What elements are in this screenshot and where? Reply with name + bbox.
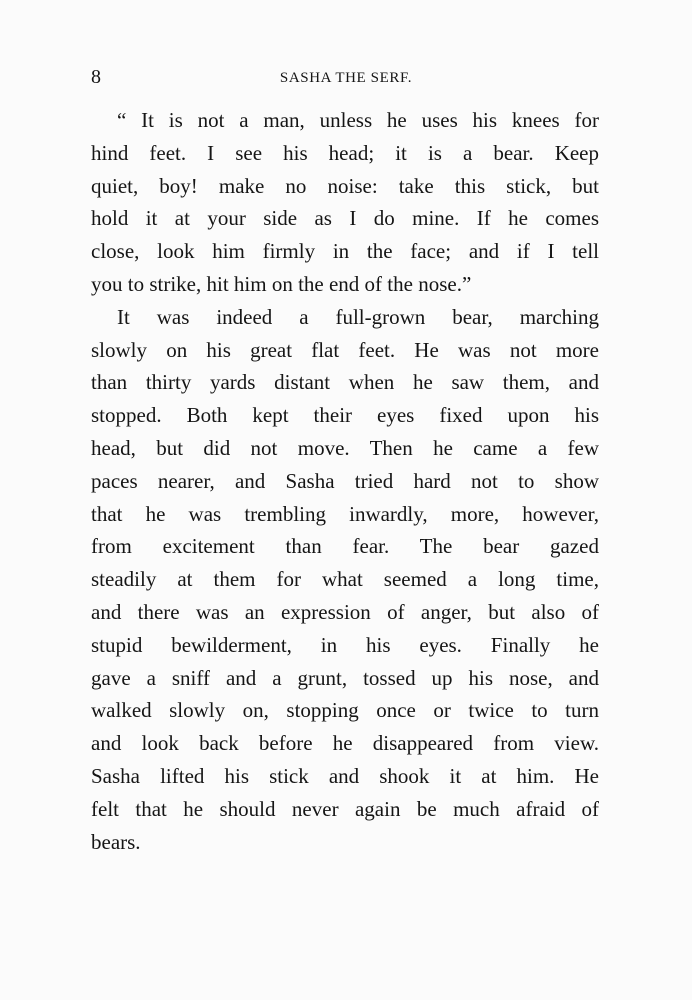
text-line: It was indeed a full-grown bear, marching	[117, 304, 599, 329]
running-head: SASHA THE SERF.	[279, 70, 413, 86]
text-line: hold it at your side as I do mine. If he comes	[91, 206, 599, 231]
text-line: walked slowly on, stopping once or twice to turn	[91, 698, 599, 723]
text-line: than thirty yards distant when he saw them, and	[91, 370, 599, 395]
text-line: that he was trembling inwardly, more, however,	[91, 501, 599, 526]
text-line: and there was an expression of anger, but also of	[91, 599, 599, 624]
text-line: quiet, boy! make no noise: take this stick, but	[91, 173, 599, 198]
text-line: close, look him firmly in the face; and if I tell	[91, 239, 599, 264]
text-line: you to strike, hit him on the end of the nose.”	[91, 271, 472, 296]
text-line: from excitement than fear. The bear gazed	[91, 534, 599, 559]
text-line: felt that he should never again be much afraid of	[91, 796, 599, 821]
text-line: gave a sniff and a grunt, tossed up his nose, and	[91, 665, 599, 690]
text-line: slowly on his great flat feet. He was not more	[91, 337, 599, 362]
text-line: bears.	[91, 829, 141, 854]
text-line: Sasha lifted his stick and shook it at him. He	[91, 763, 599, 788]
text-line: and look back before he disappeared from view.	[91, 731, 599, 756]
body-text	[91, 104, 599, 858]
text-line: head, but did not move. Then he came a few	[91, 435, 599, 460]
text-line: paces nearer, and Sasha tried hard not to show	[91, 468, 599, 493]
text-line: steadily at them for what seemed a long time,	[91, 567, 599, 592]
text-line: hind feet. I see his head; it is a bear. Keep	[91, 140, 599, 165]
text-line: “ It is not a man, unless he uses his knees for	[117, 108, 599, 132]
page-header	[91, 66, 601, 88]
page-number: 8	[91, 66, 101, 88]
text-line: stupid bewilderment, in his eyes. Finally he	[91, 632, 599, 657]
text-line: stopped. Both kept their eyes fixed upon his	[91, 403, 599, 428]
